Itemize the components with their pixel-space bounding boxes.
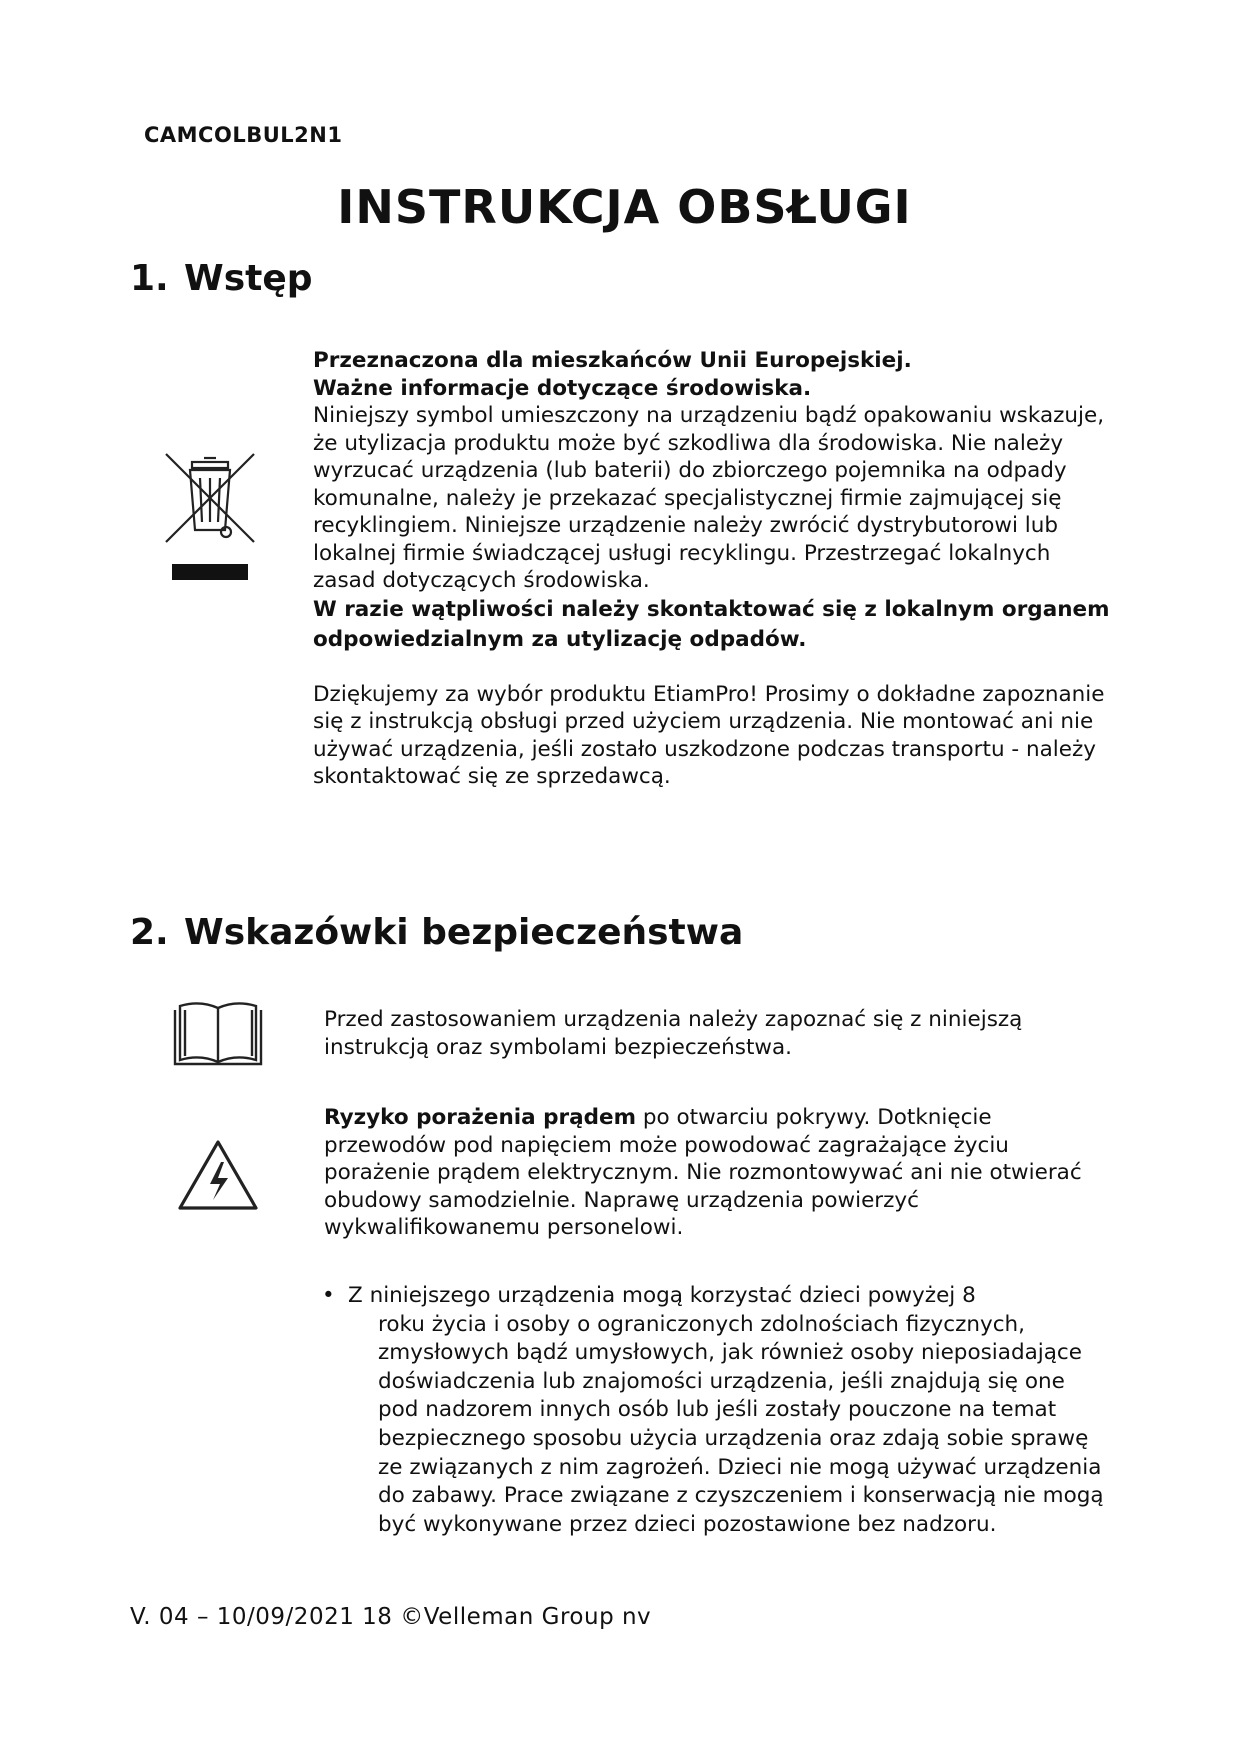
weee-crossed-bin-icon [162, 446, 260, 584]
section-2-number: 2. [130, 912, 169, 953]
children-use-bullet [322, 1282, 1112, 1539]
section-2-heading [130, 912, 743, 953]
page-footer: V. 04 – 10/09/2021 18 ©Velleman Group nv [130, 1604, 652, 1630]
electric-shock-warning-icon [176, 1138, 260, 1212]
section-1-title: Wstęp [184, 258, 313, 299]
contact-authority-note: W razie wątpliwości należy skontaktować się z lokalnym organem odpowiedzialnym za utylizację odpadów. [313, 596, 1110, 652]
shock-risk-text: po otwarciu pokrywy. Dotknięcie przewodów pod napięciem może powodować zagrażające życiu porażenie prądem elektrycznym. Nie rozmontowywać ani nie otwierać obudowy samodzielnie. Naprawę urządzenia powierzyć wykwalifikowanemu personelowi. [324, 1105, 1082, 1240]
read-manual-text: Przed zastosowaniem urządzenia należy zapoznać się z niniejszą instrukcją oraz symbolami bezpieczeństwa. [324, 1007, 1023, 1060]
bullet-mark: • [322, 1283, 335, 1308]
shock-risk-bold: Ryzyko porażenia prądem [324, 1105, 637, 1130]
environment-info-line: Ważne informacje dotyczące środowiska. [313, 375, 812, 401]
manual-book-icon [172, 1000, 264, 1070]
thanks-paragraph: Dziękujemy za wybór produktu EtiamPro! Prosimy o dokładne zapoznanie się z instrukcją obsługi przed użyciem urządzenia. Nie montować ani nie używać urządzenia, jeśli zostało uszkodzone podczas transportu - należy skontaktować się ze sprzedawcą. [313, 681, 1105, 789]
model-code: CAMCOLBUL2N1 [144, 123, 343, 147]
section-2-title: Wskazówki bezpieczeństwa [184, 912, 744, 953]
page-title: INSTRUKCJA OBSŁUGI [337, 180, 912, 234]
eu-residents-line: Przeznaczona dla mieszkańców Unii Europejskiej. [313, 348, 912, 373]
section-1-heading [130, 258, 313, 299]
bullet-continuation: roku życia i osoby o ograniczonych zdolnościach fizycznych, zmysłowych bądź umysłowych, jak również osoby nieposiadające doświadczenia lub znajomości urządzenia, jeśli znajdują się one pod nadzorem innych osób lub jeśli zostały pouczone na temat bezpiecznego sposobu użycia urządzenia oraz zdają sobie sprawę ze związanych z nim zagrożeń. Dzieci nie mogą używać urządzenia do zabawy. Prace związane z czyszczeniem i konserwacją nie mogą być wykonywane przez dzieci pozostawione bez nadzoru. [378, 1311, 1104, 1537]
disposal-paragraph: Niniejszy symbol umieszczony na urządzeniu bądź opakowaniu wskazuje, że utylizacja produktu może być szkodliwa dla środowiska. Nie należy wyrzucać urządzenia (lub baterii) do zbiorczego pojemnika na odpady komunalne, należy je przekazać specjalistycznej firmie zajmującej się recyklingiem. Niniejsze urządzenie należy zwrócić dystrybutorowi lub lokalnej firmie świadczącej usługi recyklingu. Przestrzegać lokalnych zasad dotyczących środowiska. [313, 403, 1105, 593]
section-1-number: 1. [130, 258, 169, 299]
shock-risk-paragraph [324, 1104, 1114, 1242]
bullet-first-line: Z niniejszego urządzenia mogą korzystać dzieci powyżej 8 [348, 1283, 976, 1308]
section-1-text [313, 347, 1113, 791]
